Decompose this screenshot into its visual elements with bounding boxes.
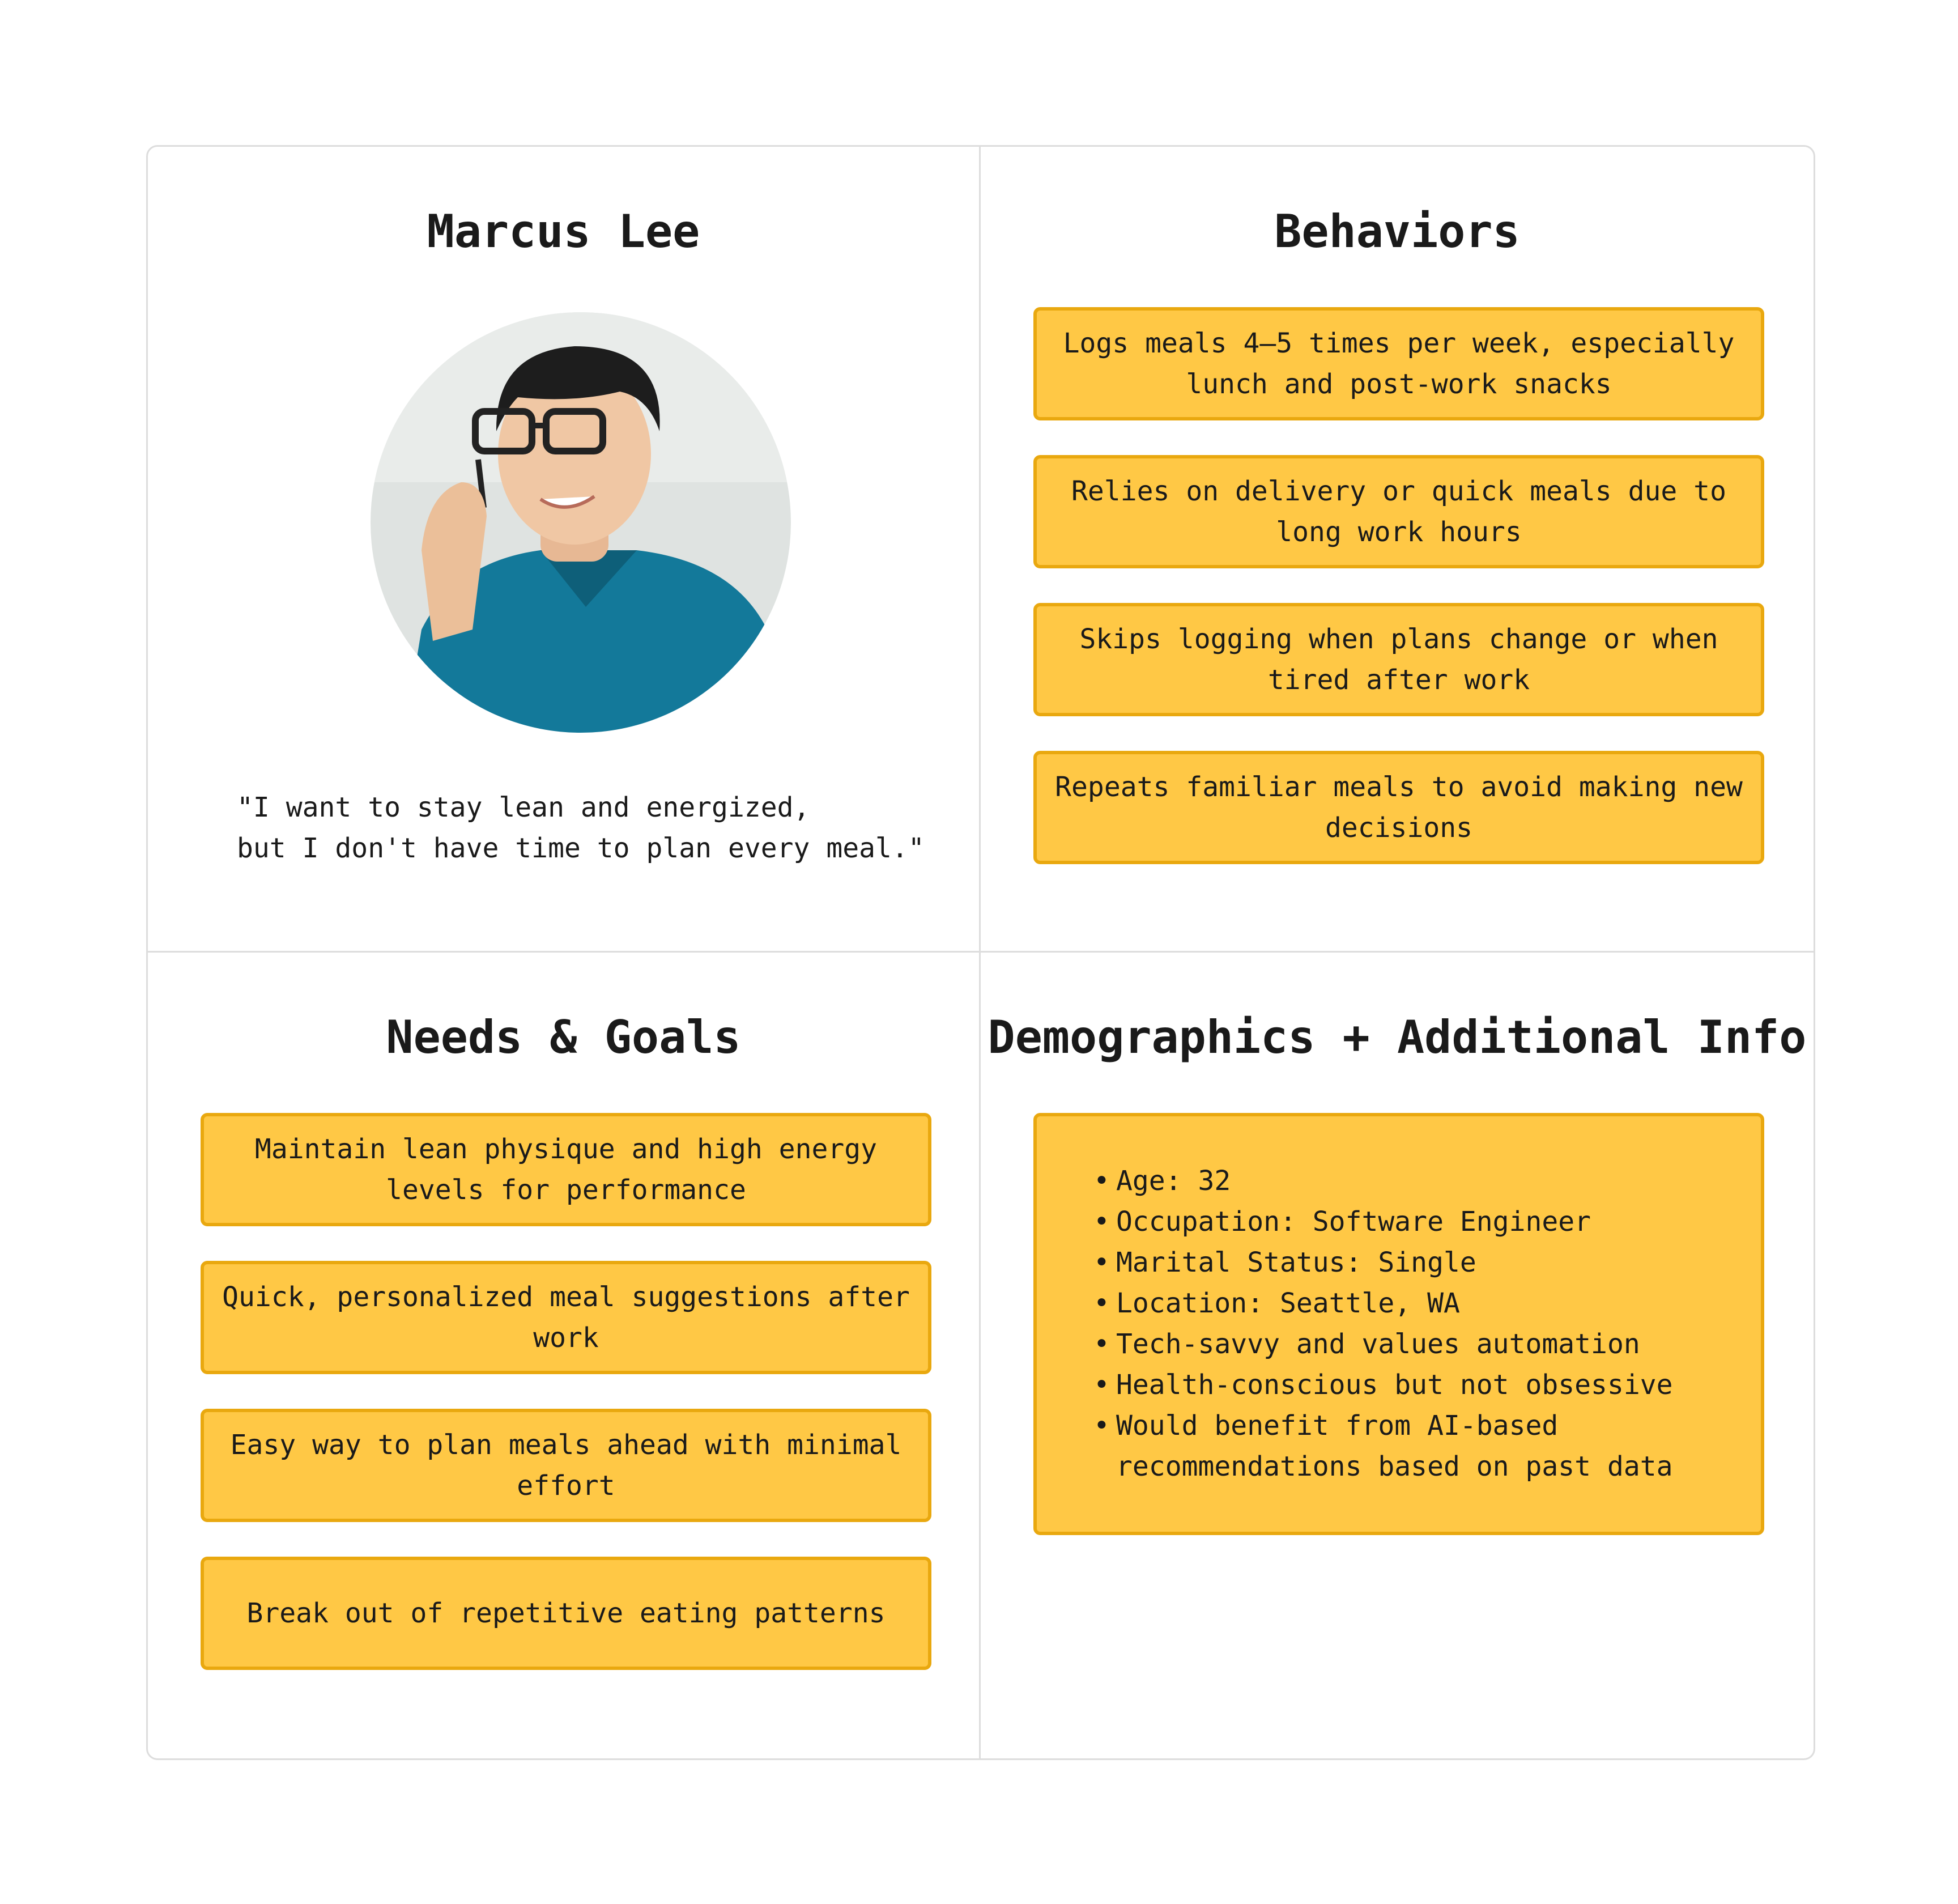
persona-quote bbox=[237, 787, 925, 869]
demographics-list bbox=[1093, 1161, 1738, 1487]
goal-card: Maintain lean physique and high energy levels for performance bbox=[201, 1113, 931, 1226]
needs-goals-title: Needs & Goals bbox=[386, 1011, 741, 1064]
goal-card: Break out of repetitive eating patterns bbox=[201, 1557, 931, 1670]
persona-photo bbox=[371, 312, 791, 733]
behaviors-quadrant bbox=[981, 147, 1814, 953]
demographic-item: • Would benefit from AI-based recommendations based on past data bbox=[1093, 1405, 1738, 1487]
demographic-item: • Occupation: Software Engineer bbox=[1093, 1201, 1738, 1242]
behavior-card: Logs meals 4–5 times per week, especially lunch and post-work snacks bbox=[1033, 307, 1764, 420]
goal-card: Quick, personalized meal suggestions after work bbox=[201, 1261, 931, 1374]
behavior-card: Repeats familiar meals to avoid making new decisions bbox=[1033, 751, 1764, 864]
quote-line-2: but I don't have time to plan every meal." bbox=[237, 832, 925, 864]
persona-name: Marcus Lee bbox=[427, 205, 700, 258]
demographic-item: • Tech-savvy and values automation bbox=[1093, 1324, 1738, 1365]
needs-goals-list bbox=[201, 1113, 931, 1705]
demographics-title: Demographics + Additional Info bbox=[987, 1011, 1807, 1064]
needs-goals-quadrant bbox=[148, 953, 981, 1758]
behavior-card: Skips logging when plans change or when tired after work bbox=[1033, 603, 1764, 716]
demographic-item: • Location: Seattle, WA bbox=[1093, 1283, 1738, 1324]
behaviors-title: Behaviors bbox=[1274, 205, 1520, 258]
demographics-card bbox=[1033, 1113, 1764, 1535]
profile-quadrant bbox=[148, 147, 981, 953]
person-portrait-icon bbox=[371, 312, 791, 733]
quote-line-1: "I want to stay lean and energized, bbox=[237, 792, 810, 823]
persona-board bbox=[146, 145, 1815, 1760]
demographic-item: • Marital Status: Single bbox=[1093, 1242, 1738, 1283]
demographics-quadrant bbox=[981, 953, 1814, 1758]
behaviors-list bbox=[1033, 307, 1764, 899]
demographic-item: • Health-conscious but not obsessive bbox=[1093, 1365, 1738, 1405]
demographic-item: • Age: 32 bbox=[1093, 1161, 1738, 1201]
goal-card: Easy way to plan meals ahead with minimal effort bbox=[201, 1409, 931, 1522]
behavior-card: Relies on delivery or quick meals due to long work hours bbox=[1033, 455, 1764, 568]
